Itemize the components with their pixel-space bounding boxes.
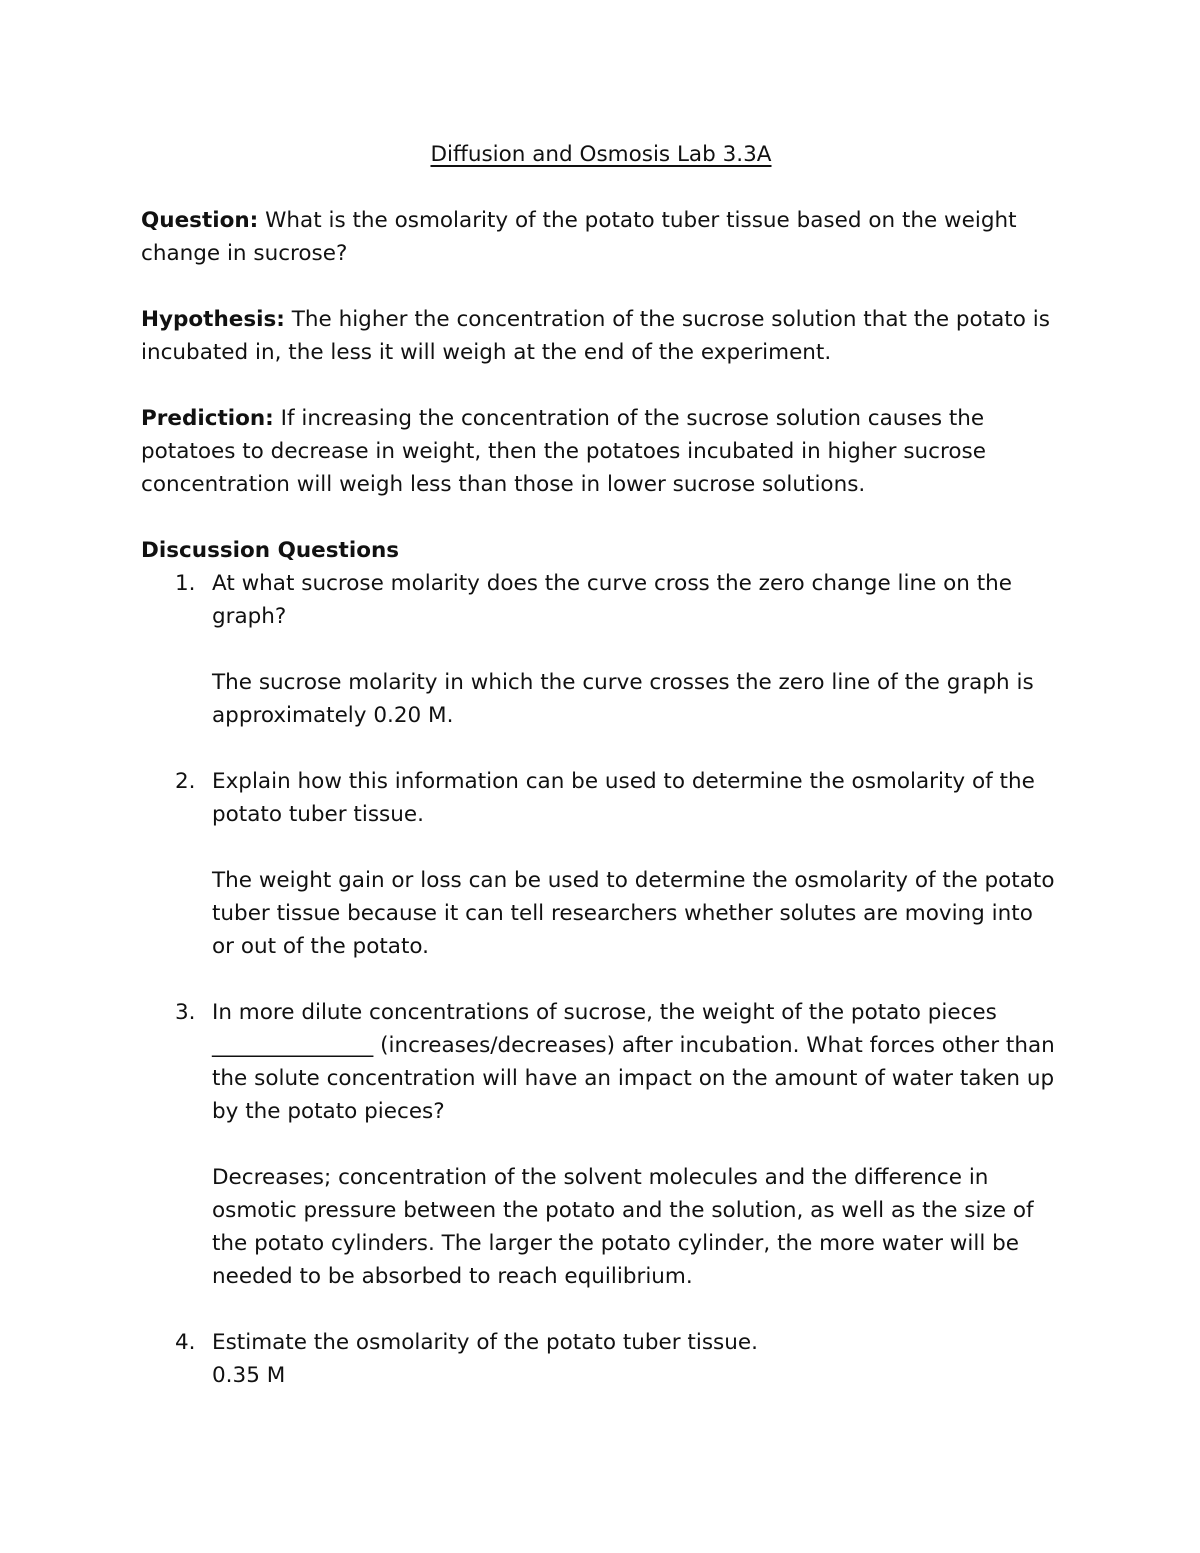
question-prompt: In more dilute concentrations of sucrose, the weight of the potato pieces _______________ (increases/decreases) after incubation. What forces other than the solute concentration will have an impact on the amount of water taken up by the potato pieces?	[212, 1000, 1055, 1124]
question-text: What is the osmolarity of the potato tuber tissue based on the weight change in sucrose?	[141, 208, 1017, 266]
discussion-question-1	[141, 567, 1061, 765]
hypothesis-paragraph	[141, 303, 1061, 369]
document-title: Diffusion and Osmosis Lab 3.3A	[430, 142, 772, 167]
question-number: 3.	[175, 1000, 196, 1025]
discussion-heading: Discussion Questions	[141, 538, 400, 563]
discussion-question-2	[141, 765, 1061, 996]
question-prompt: At what sucrose molarity does the curve cross the zero change line on the graph?	[212, 571, 1013, 629]
question-prompt: Explain how this information can be used to determine the osmolarity of the potato tuber tissue.	[212, 769, 1035, 827]
question-number: 2.	[175, 769, 196, 794]
question-answer: The sucrose molarity in which the curve crosses the zero line of the graph is approximately 0.20 M.	[212, 670, 1034, 728]
discussion-question-4	[141, 1326, 1061, 1392]
prediction-text: If increasing the concentration of the sucrose solution causes the potatoes to decrease in weight, then the potatoes incubated in higher sucrose concentration will weigh less than those in lower sucrose solutions.	[141, 406, 986, 497]
question-prompt: Estimate the osmolarity of the potato tuber tissue.	[212, 1330, 758, 1355]
question-label: Question:	[141, 208, 259, 233]
question-answer: Decreases; concentration of the solvent molecules and the difference in osmotic pressure between the potato and the solution, as well as the size of the potato cylinders. The larger the potato cylinder, the more water will be needed to be absorbed to reach equilibrium.	[212, 1165, 1034, 1289]
question-number: 1.	[175, 571, 196, 596]
question-number: 4.	[175, 1330, 196, 1355]
discussion-question-list	[141, 567, 1061, 1392]
hypothesis-text: The higher the concentration of the sucrose solution that the potato is incubated in, the less it will weigh at the end of the experiment.	[141, 307, 1050, 365]
document-page	[141, 138, 1061, 1392]
prediction-paragraph	[141, 402, 1061, 501]
question-answer: 0.35 M	[212, 1363, 286, 1388]
question-paragraph	[141, 204, 1061, 270]
hypothesis-label: Hypothesis:	[141, 307, 285, 332]
question-answer: The weight gain or loss can be used to determine the osmolarity of the potato tuber tissue because it can tell researchers whether solutes are moving into or out of the potato.	[212, 868, 1055, 959]
prediction-label: Prediction:	[141, 406, 274, 431]
discussion-question-3	[141, 996, 1061, 1326]
